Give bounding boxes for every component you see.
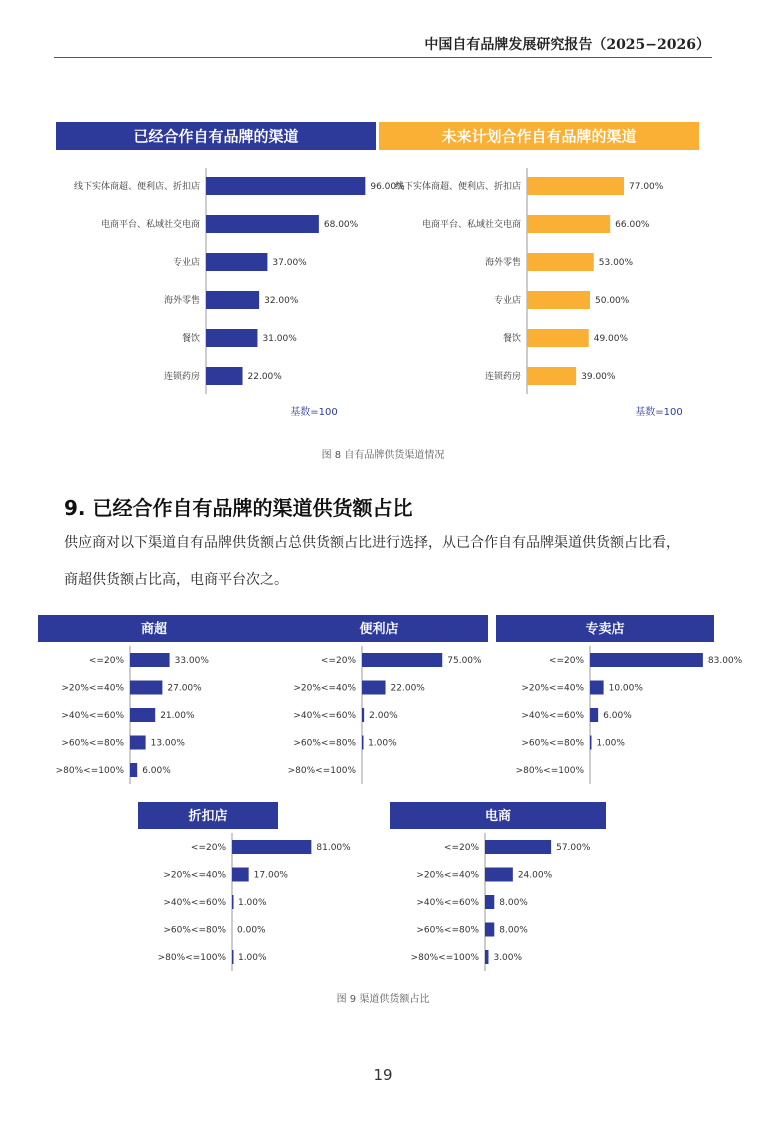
category-label: >80%<=100%	[157, 953, 226, 964]
data-label: 8.00%	[499, 898, 528, 909]
category-label: >60%<=80%	[163, 925, 226, 936]
base-note: 基数=100	[635, 407, 683, 418]
category-label: 线下实体商超、便利店、折扣店	[394, 182, 521, 193]
category-label: >20%<=40%	[163, 870, 226, 881]
category-label: >80%<=100%	[55, 766, 124, 777]
data-label: 39.00%	[581, 372, 616, 383]
chart-supermarket	[38, 615, 270, 785]
data-label: 77.00%	[629, 182, 664, 193]
category-label: 餐饮	[181, 334, 200, 345]
category-label: 专业店	[493, 296, 521, 307]
data-label: 1.00%	[596, 738, 625, 749]
category-label: 海外零售	[484, 258, 521, 269]
bar	[590, 681, 604, 695]
category-label: >60%<=80%	[293, 738, 356, 749]
bar	[485, 950, 488, 964]
data-label: 37.00%	[272, 258, 307, 269]
data-label: 81.00%	[316, 843, 351, 854]
category-label: 连锁药房	[484, 372, 521, 383]
bar	[206, 367, 243, 385]
bar	[485, 868, 513, 882]
bar	[206, 177, 365, 195]
category-label: 线下实体商超、便利店、折扣店	[73, 182, 200, 193]
data-label: 24.00%	[517, 870, 553, 881]
category-label: <=20%	[320, 656, 356, 667]
chart-ecommerce	[390, 802, 608, 972]
data-label: 13.00%	[150, 738, 185, 749]
category-label: >40%<=60%	[521, 711, 584, 722]
bar	[527, 291, 590, 309]
data-label: 21.00%	[160, 711, 195, 722]
bar	[130, 736, 146, 750]
section-heading: 9. 已经合作自有品牌的渠道供货额占比	[64, 496, 413, 520]
chart-convenience-store	[270, 615, 488, 785]
bar	[232, 895, 234, 909]
category-label: 餐饮	[502, 334, 521, 345]
data-label: 6.00%	[603, 711, 632, 722]
data-label: 0.00%	[237, 925, 266, 936]
chart-title: 电商	[484, 809, 512, 825]
category-label: >20%<=40%	[61, 683, 124, 694]
category-label: <=20%	[88, 656, 124, 667]
bar	[130, 708, 155, 722]
figure9-caption: 图 9 渠道供货额占比	[336, 994, 430, 1005]
category-label: 专业店	[172, 258, 200, 269]
chart-title: 折扣店	[188, 809, 228, 825]
category-label: <=20%	[190, 843, 226, 854]
chart-title: 未来计划合作自有品牌的渠道	[441, 127, 637, 146]
data-label: 22.00%	[247, 372, 282, 383]
paragraph-line-2: 商超供货额占比高，电商平台次之。	[64, 572, 288, 588]
category-label: <=20%	[548, 656, 584, 667]
base-note: 基数=100	[290, 407, 338, 418]
bar	[485, 895, 494, 909]
category-label: >20%<=40%	[521, 683, 584, 694]
header-title: 中国自有品牌发展研究报告（2025−2026）	[424, 37, 710, 53]
data-label: 3.00%	[493, 953, 523, 964]
data-label: 57.00%	[556, 843, 591, 854]
chart-title: 商超	[140, 622, 168, 638]
category-label: >20%<=40%	[293, 683, 356, 694]
data-label: 8.00%	[499, 925, 528, 936]
data-label: 83.00%	[707, 656, 743, 667]
data-label: 75.00%	[447, 656, 482, 667]
data-label: 66.00%	[615, 220, 650, 231]
bar	[527, 177, 624, 195]
category-label: 海外零售	[163, 296, 200, 307]
data-label: 6.00%	[142, 766, 171, 777]
bar	[130, 763, 137, 777]
category-label: 电商平台、私域社交电商	[100, 220, 200, 231]
category-label: >40%<=60%	[293, 711, 356, 722]
data-label: 68.00%	[323, 220, 359, 231]
category-label: >80%<=100%	[287, 766, 356, 777]
bar	[362, 653, 442, 667]
category-label: >40%<=60%	[61, 711, 124, 722]
bar	[232, 868, 249, 882]
data-label: 50.00%	[595, 296, 630, 307]
category-label: <=20%	[443, 843, 479, 854]
bar	[590, 736, 592, 750]
bar	[527, 329, 589, 347]
chart-existing-channels	[56, 122, 405, 422]
chart-title: 便利店	[359, 622, 399, 638]
data-label: 10.00%	[608, 683, 643, 694]
data-label: 53.00%	[598, 258, 634, 269]
chart-title: 已经合作自有品牌的渠道	[133, 127, 299, 146]
bar	[232, 840, 311, 854]
data-label: 31.00%	[262, 334, 297, 345]
data-label: 27.00%	[167, 683, 202, 694]
data-label: 49.00%	[593, 334, 629, 345]
chart-specialty-store	[496, 615, 743, 785]
bar	[527, 215, 610, 233]
category-label: >40%<=60%	[416, 898, 479, 909]
category-label: 连锁药房	[163, 372, 200, 383]
bar	[362, 736, 364, 750]
data-label: 33.00%	[174, 656, 209, 667]
paragraph-line-1: 供应商对以下渠道自有品牌供货额占总供货额占比进行选择，从已合作自有品牌渠道供货额占比看，	[64, 535, 680, 551]
category-label: >20%<=40%	[416, 870, 479, 881]
bar	[232, 950, 234, 964]
data-label: 22.00%	[390, 683, 425, 694]
category-label: >60%<=80%	[61, 738, 124, 749]
data-label: 2.00%	[369, 711, 398, 722]
bar	[590, 708, 598, 722]
data-label: 1.00%	[237, 898, 267, 909]
bar	[206, 253, 267, 271]
category-label: >60%<=80%	[416, 925, 479, 936]
data-label: 17.00%	[253, 870, 288, 881]
bar	[130, 653, 170, 667]
data-label: 1.00%	[368, 738, 397, 749]
bar	[206, 291, 259, 309]
bar	[206, 215, 319, 233]
category-label: >80%<=100%	[410, 953, 479, 964]
figure8-caption: 图 8 自有品牌供货渠道情况	[321, 450, 445, 461]
bar	[206, 329, 257, 347]
bar	[527, 253, 594, 271]
bar	[590, 653, 703, 667]
bar	[485, 923, 494, 937]
category-label: >80%<=100%	[515, 766, 584, 777]
chart-title: 专卖店	[585, 622, 625, 638]
data-label: 96.00%	[370, 182, 405, 193]
category-label: >40%<=60%	[163, 898, 226, 909]
data-label: 1.00%	[237, 953, 267, 964]
category-label: >60%<=80%	[521, 738, 584, 749]
header-divider	[54, 57, 712, 58]
bar	[362, 708, 364, 722]
chart-planned-channels	[379, 122, 699, 422]
bar	[485, 840, 551, 854]
bar	[130, 681, 162, 695]
data-label: 32.00%	[264, 296, 299, 307]
bar	[527, 367, 576, 385]
page-number: 19	[373, 1066, 393, 1084]
category-label: 电商平台、私域社交电商	[421, 220, 521, 231]
bar	[362, 681, 386, 695]
chart-discount-store	[138, 802, 370, 972]
